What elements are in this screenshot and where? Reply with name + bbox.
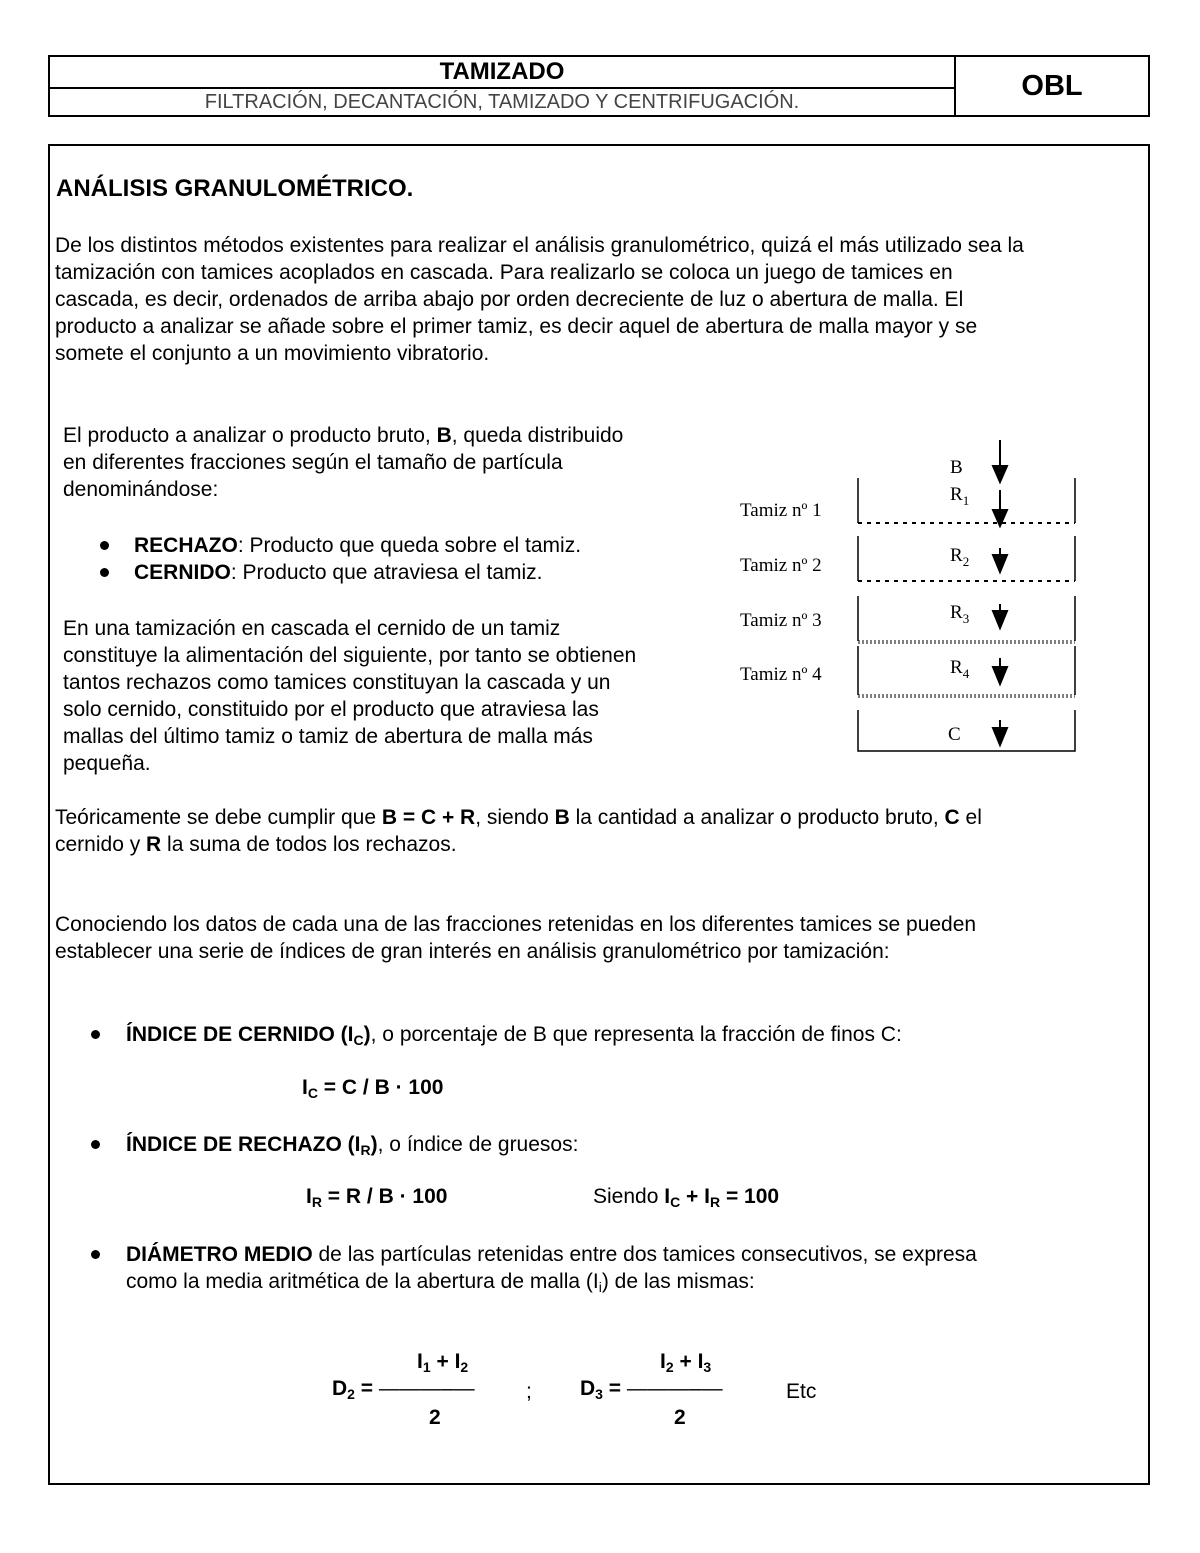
list-item: ÍNDICE DE RECHAZO $(I_R)$, o índice de gruesos: xyxy=(91,1131,578,1158)
bullet-icon xyxy=(100,541,109,550)
fraction-bar: ———–— xyxy=(626,1377,723,1400)
d3-denominator: 2 xyxy=(674,1406,686,1429)
bullet-icon xyxy=(91,1140,100,1149)
sieve-name: Tamiz nº 4 xyxy=(740,664,822,685)
formula-ir: $I_R = R / B \cdot 100$ xyxy=(306,1185,448,1210)
document-header xyxy=(48,55,1150,117)
sieve-name: Tamiz nº 2 xyxy=(740,555,822,576)
d2-lhs: $D_2$ = ———–— xyxy=(332,1377,475,1402)
collector-tray xyxy=(858,710,1075,751)
d3-lhs: $D_3$ = ———–— xyxy=(580,1377,723,1402)
label-b: B xyxy=(950,457,963,478)
indices-paragraph: Conociendo los datos de cada una de las fracciones retenidas en los diferentes tamices se pueden establecer una serie de índices de gran interés en análisis granulométrico por tamización: xyxy=(55,913,977,963)
intro-line: somete el conjunto a un movimiento vibratorio. xyxy=(55,342,490,365)
intro-line: cascada, es decir, ordenados de arriba abajo por orden decreciente de luz o abertura de malla. El xyxy=(55,288,964,311)
fraction-bar: ———–— xyxy=(378,1377,475,1400)
formula-ic: $I_C = C / B \cdot 100$ xyxy=(302,1076,444,1101)
arrowhead-icon xyxy=(993,667,1007,684)
d3-numerator: $I_2 + I_3$ xyxy=(660,1350,712,1375)
document-code: OBL xyxy=(1021,70,1083,102)
list-item: RECHAZO: Producto que queda sobre el tamiz. xyxy=(100,532,581,559)
arrowhead-icon xyxy=(993,611,1007,628)
rechazo-label: $R_4$ xyxy=(950,657,970,681)
etc-label: Etc xyxy=(786,1380,817,1403)
separator: ; xyxy=(526,1380,532,1403)
sieve-cascade-diagram xyxy=(735,438,1085,763)
formula-sum: Siendo $I_C + I_R = 100$ xyxy=(593,1185,780,1210)
bullet-icon xyxy=(91,1030,100,1039)
arrowhead-icon xyxy=(993,728,1007,745)
d2-denominator: 2 xyxy=(429,1406,441,1429)
bold-b: B xyxy=(436,424,452,447)
rechazo-label: $R_1$ xyxy=(950,484,970,508)
rechazo-label: $R_2$ xyxy=(950,545,970,569)
list-item: DIÁMETRO MEDIO de las partículas retenidas entre dos tamices consecutivos, se expresa como la media aritmética de la abertura de malla $(I_i)$ de las mismas: xyxy=(91,1241,977,1295)
bullet-icon xyxy=(100,568,109,577)
product-paragraph: El producto a analizar o producto bruto, B, queda distribuido en diferentes fracciones según el tamaño de partícula denominándose: xyxy=(63,424,624,501)
page-title: TAMIZADO xyxy=(50,57,956,89)
bullet-icon xyxy=(91,1250,100,1259)
list-item: ÍNDICE DE CERNIDO $(I_C)$, o porcentaje de B que representa la fracción de finos C: xyxy=(91,1021,902,1048)
intro-line: De los distintos métodos existentes para realizar el análisis granulométrico, quizá el más utilizado sea la xyxy=(55,234,1024,257)
definition-list xyxy=(100,532,581,586)
cascade-paragraph: En una tamización en cascada el cernido de un tamiz constituye la alimentación del siguiente, por tanto se obtienen tantos rechazos como tamices constituyan la cascada y un solo cernido, constituido por el producto que atraviesa las mallas del último tamiz o tamiz de abertura de malla más pequeña. xyxy=(63,617,637,775)
d2-numerator: $I_1 + I_2$ xyxy=(417,1350,469,1375)
arrowhead-icon xyxy=(993,555,1007,572)
section-heading: ANÁLISIS GRANULOMÉTRICO. xyxy=(56,175,414,202)
intro-line: tamización con tamices acoplados en cascada. Para realizarlo se coloca un juego de tamices en xyxy=(55,261,953,284)
cernido-label: C xyxy=(948,724,961,745)
theory-paragraph: Teóricamente se debe cumplir que B = C + R, siendo B la cantidad a analizar o producto bruto, C el cernido y R la suma de todos los rechazos. xyxy=(55,806,982,856)
arrowhead-icon xyxy=(993,466,1007,482)
sieve-name: Tamiz nº 3 xyxy=(740,610,822,631)
sieve-name: Tamiz nº 1 xyxy=(740,500,822,521)
intro-paragraph xyxy=(55,232,1024,367)
page-subtitle: FILTRACIÓN, DECANTACIÓN, TAMIZADO Y CENTRIFUGACIÓN. xyxy=(50,89,956,115)
intro-line: producto a analizar se añade sobre el primer tamiz, es decir aquel de abertura de malla mayor y se xyxy=(55,315,978,338)
rechazo-label: $R_3$ xyxy=(950,602,970,626)
list-item: CERNIDO: Producto que atraviesa el tamiz. xyxy=(100,559,581,586)
